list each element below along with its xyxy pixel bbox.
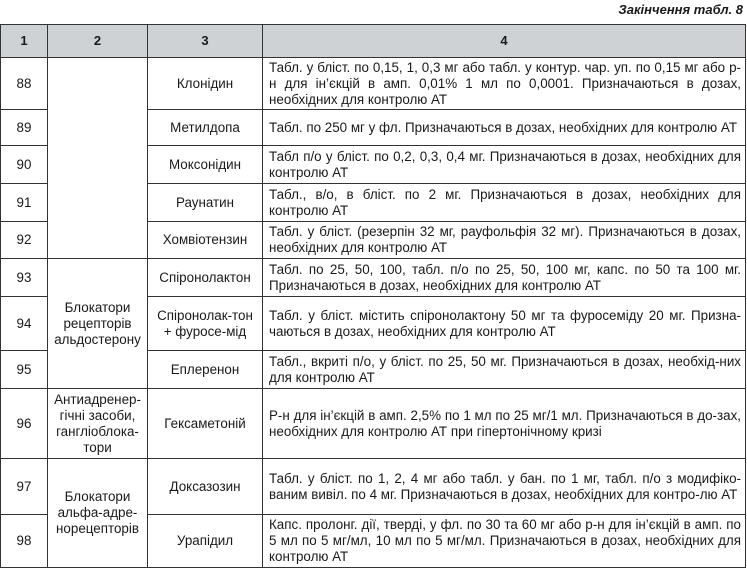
drug-name: Доксазозин xyxy=(148,459,263,515)
row-number: 97 xyxy=(1,459,48,515)
drug-name: Еплеренон xyxy=(148,351,263,389)
drug-name: Спіронолак-тон + фуросе-мід xyxy=(148,297,263,351)
drug-name: Метилдопа xyxy=(148,110,263,146)
drug-name: Раунатин xyxy=(148,184,263,222)
drug-name: Хомвіотензин xyxy=(148,222,263,259)
group-alpha-blockers: Блокатори альфа-адре-норецепторів xyxy=(48,459,148,568)
drug-description: Капс. пролонг. дії, тверді, у фл. по 30 та 60 мг або р-н для ін’єкцій в амп. по 5 мл по 5 мг/мл, 10 мл по 5 мг/мл. Призначаються в дозах, необхідних для контролю АТ xyxy=(263,515,746,568)
row-number: 96 xyxy=(1,389,48,459)
row-number: 93 xyxy=(1,259,48,297)
drug-description: Табл. по 250 мг у фл. Призначаються в дозах, необхідних для контролю АТ xyxy=(263,110,746,146)
drug-name: Клонідин xyxy=(148,58,263,110)
table-row xyxy=(1,389,746,459)
row-number: 95 xyxy=(1,351,48,389)
drug-description: Табл. у бліст. по 1, 2, 4 мг або табл. у бан. по 1 мг, табл. п/о з модифіко-ваним вивіл. по 4 мг. Призначаються в дозах, необхідних для контро-лю АТ xyxy=(263,459,746,515)
table-row xyxy=(1,58,746,110)
table-caption: Закінчення табл. 8 xyxy=(618,2,743,17)
drug-description: Табл. у бліст. містить спіронолактону 50 мг та фуросеміду 20 мг. Призна-чаються в дозах, необхідних для контролю АТ xyxy=(263,297,746,351)
row-number: 94 xyxy=(1,297,48,351)
drug-name: Гексаметоній xyxy=(148,389,263,459)
row-number: 92 xyxy=(1,222,48,259)
header-col-4: 4 xyxy=(263,25,746,58)
group-aldosterone-blockers: Блокатори рецепторів альдостерону xyxy=(48,259,148,389)
drug-description: Табл п/о у бліст. по 0,2, 0,3, 0,4 мг. Призначаються в дозах, необхідних для контролю АТ xyxy=(263,146,746,184)
drug-description: Табл. у бліст. (резерпін 32 мг, рауфольфія 32 мг). Призначаються в дозах, необхідних для контролю АТ xyxy=(263,222,746,259)
row-number: 90 xyxy=(1,146,48,184)
group-cell-empty xyxy=(48,58,148,259)
drug-name: Моксонідин xyxy=(148,146,263,184)
header-col-2: 2 xyxy=(48,25,148,58)
group-antiadrenergic: Антиадренер-гічні засоби, гангліоблока-тори xyxy=(48,389,148,459)
drug-description: Р-н для ін’єкцій в амп. 2,5% по 1 мл по 25 мг/1 мл. Призначаються в до-зах, необхідних для контролю АТ при гіпертонічному кризі xyxy=(263,389,746,459)
header-col-1: 1 xyxy=(1,25,48,58)
row-number: 91 xyxy=(1,184,48,222)
table-row xyxy=(1,259,746,297)
header-col-3: 3 xyxy=(148,25,263,58)
drug-table xyxy=(0,24,746,568)
table-header-row xyxy=(1,25,746,58)
drug-description: Табл. у бліст. по 0,15, 1, 0,3 мг або табл. у контур. чар. уп. по 0,15 мг або р-н для ін’єкцій в амп. 0,01% 1 мл по 0,0001. Призначаються в дозах, необхідних для контролю АТ xyxy=(263,58,746,110)
drug-description: Табл. по 25, 50, 100, табл. п/о по 25, 50, 100 мг, капс. по 50 та 100 мг. Призначаються в дозах, необхідних для контролю АТ xyxy=(263,259,746,297)
drug-description: Табл., в/о, в бліст. по 2 мг. Призначаються в дозах, необхідних для контролю АТ xyxy=(263,184,746,222)
row-number: 88 xyxy=(1,58,48,110)
drug-name: Урапідил xyxy=(148,515,263,568)
table-row xyxy=(1,459,746,515)
row-number: 89 xyxy=(1,110,48,146)
drug-description: Табл., вкриті п/о, у бліст. по 25, 50 мг. Призначаються в дозах, необхід-них для контролю АТ xyxy=(263,351,746,389)
row-number: 98 xyxy=(1,515,48,568)
drug-name: Спіронолактон xyxy=(148,259,263,297)
